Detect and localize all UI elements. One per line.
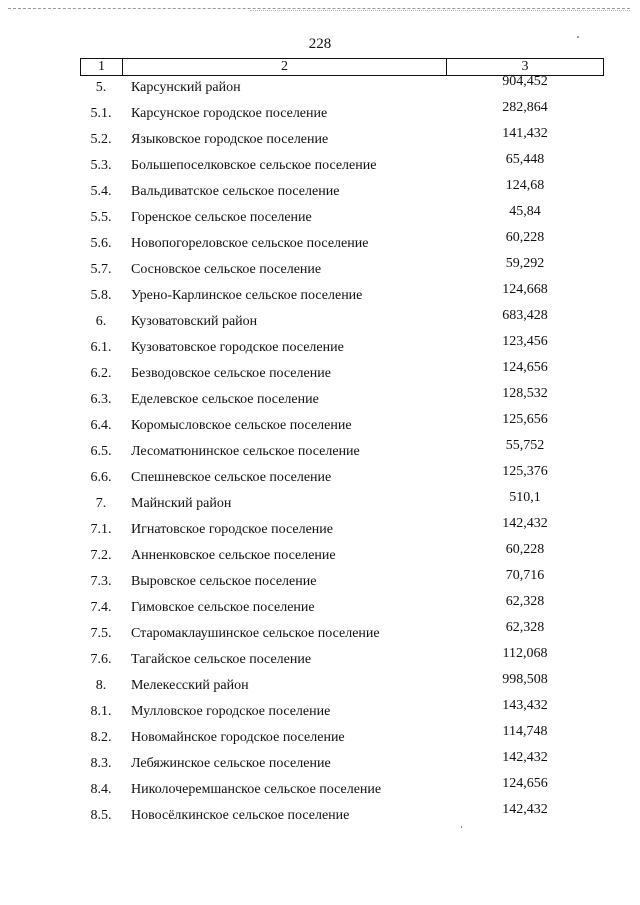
row-number: 5.1. [90, 106, 112, 121]
row-name: Мулловское городское поселение [131, 704, 331, 719]
row-value: 124,656 [502, 776, 548, 791]
row-name: Выровское сельское поселение [131, 574, 317, 589]
row-name: Лесоматюнинское сельское поселение [131, 444, 360, 459]
row-name: Новопогореловское сельское поселение [131, 236, 369, 251]
row-value: 59,292 [505, 256, 545, 271]
row-number: 7.6. [90, 652, 112, 667]
row-number: 7.5. [90, 626, 112, 641]
column-header-3: 3 [521, 59, 529, 74]
row-number: 5. [95, 80, 107, 95]
row-value: 60,228 [505, 230, 545, 245]
row-value: 114,748 [502, 724, 548, 739]
row-number: 6.5. [90, 444, 112, 459]
row-number: 5.6. [90, 236, 112, 251]
row-name: Тагайское сельское поселение [131, 652, 312, 667]
scan-edge-line-faint [250, 10, 630, 12]
row-name: Лебяжинское сельское поселение [131, 756, 331, 771]
row-name: Майнский район [131, 496, 232, 511]
row-name: Новосёлкинское сельское поселение [131, 808, 350, 823]
row-value: 128,532 [502, 386, 548, 401]
row-value: 142,432 [502, 516, 548, 531]
row-number: 5.5. [90, 210, 112, 225]
row-number: 7.3. [90, 574, 112, 589]
row-value: 124,68 [505, 178, 545, 193]
row-value: 62,328 [505, 594, 545, 609]
row-name: Николочеремшанское сельское поселение [131, 782, 382, 797]
row-name: Карсунский район [131, 80, 241, 95]
row-value: 112,068 [502, 646, 548, 661]
row-value: 683,428 [502, 308, 548, 323]
row-number: 8.4. [90, 782, 112, 797]
row-number: 5.3. [90, 158, 112, 173]
row-name: Вальдиватское сельское поселение [131, 184, 340, 199]
row-number: 8.2. [90, 730, 112, 745]
row-value: 510,1 [509, 490, 541, 505]
column-header-2: 2 [123, 59, 447, 75]
row-value: 998,508 [502, 672, 548, 687]
scan-speck [461, 826, 462, 828]
row-name: Новомайнское городское поселение [131, 730, 345, 745]
row-number: 6.2. [90, 366, 112, 381]
row-name: Старомаклаушинское сельское поселение [131, 626, 380, 641]
row-number: 6.6. [90, 470, 112, 485]
row-name: Коромысловское сельское поселение [131, 418, 352, 433]
row-name: Большепоселковское сельское поселение [131, 158, 377, 173]
row-number: 5.7. [90, 262, 112, 277]
row-name: Анненковское сельское поселение [131, 548, 336, 563]
row-name: Спешневское сельское поселение [131, 470, 332, 485]
row-number: 8.5. [90, 808, 112, 823]
row-value: 143,432 [502, 698, 548, 713]
row-value: 125,656 [502, 412, 548, 427]
row-number: 7.2. [90, 548, 112, 563]
row-value: 142,432 [502, 802, 548, 817]
row-name: Безводовское сельское поселение [131, 366, 331, 381]
row-number: 5.8. [90, 288, 112, 303]
row-name: Кузоватовский район [131, 314, 258, 329]
row-value: 45,84 [509, 204, 541, 219]
row-name: Кузоватовское городское поселение [131, 340, 344, 355]
row-name: Сосновское сельское поселение [131, 262, 322, 277]
scan-speck [577, 36, 579, 38]
row-name: Еделевское сельское поселение [131, 392, 319, 407]
page-number: 228 [308, 36, 332, 52]
row-number: 7.1. [90, 522, 112, 537]
row-number: 6. [95, 314, 107, 329]
row-name: Мелекесский район [131, 678, 249, 693]
row-number: 5.4. [90, 184, 112, 199]
row-number: 8.3. [90, 756, 112, 771]
row-value: 142,432 [502, 750, 548, 765]
row-value: 904,452 [502, 74, 548, 89]
row-name: Игнатовское городское поселение [131, 522, 333, 537]
table-row [0, 802, 640, 831]
row-value: 124,668 [502, 282, 548, 297]
row-name: Языковское городское поселение [131, 132, 329, 147]
column-header-1: 1 [81, 59, 123, 75]
row-number: 5.2. [90, 132, 112, 147]
row-value: 60,228 [505, 542, 545, 557]
row-name: Горенское сельское поселение [131, 210, 312, 225]
row-number: 6.3. [90, 392, 112, 407]
row-value: 141,432 [502, 126, 548, 141]
row-value: 62,328 [505, 620, 545, 635]
row-value: 65,448 [505, 152, 545, 167]
row-number: 8. [95, 678, 107, 693]
row-value: 124,656 [502, 360, 548, 375]
row-value: 70,716 [505, 568, 545, 583]
row-name: Гимовское сельское поселение [131, 600, 315, 615]
row-value: 125,376 [502, 464, 548, 479]
row-name: Урено-Карлинское сельское поселение [131, 288, 363, 303]
row-name: Карсунское городское поселение [131, 106, 328, 121]
row-number: 7. [95, 496, 107, 511]
table-body [0, 74, 640, 831]
row-number: 8.1. [90, 704, 112, 719]
row-value: 55,752 [505, 438, 545, 453]
row-number: 6.4. [90, 418, 112, 433]
row-value: 282,864 [502, 100, 548, 115]
row-value: 123,456 [502, 334, 548, 349]
row-number: 7.4. [90, 600, 112, 615]
row-number: 6.1. [90, 340, 112, 355]
